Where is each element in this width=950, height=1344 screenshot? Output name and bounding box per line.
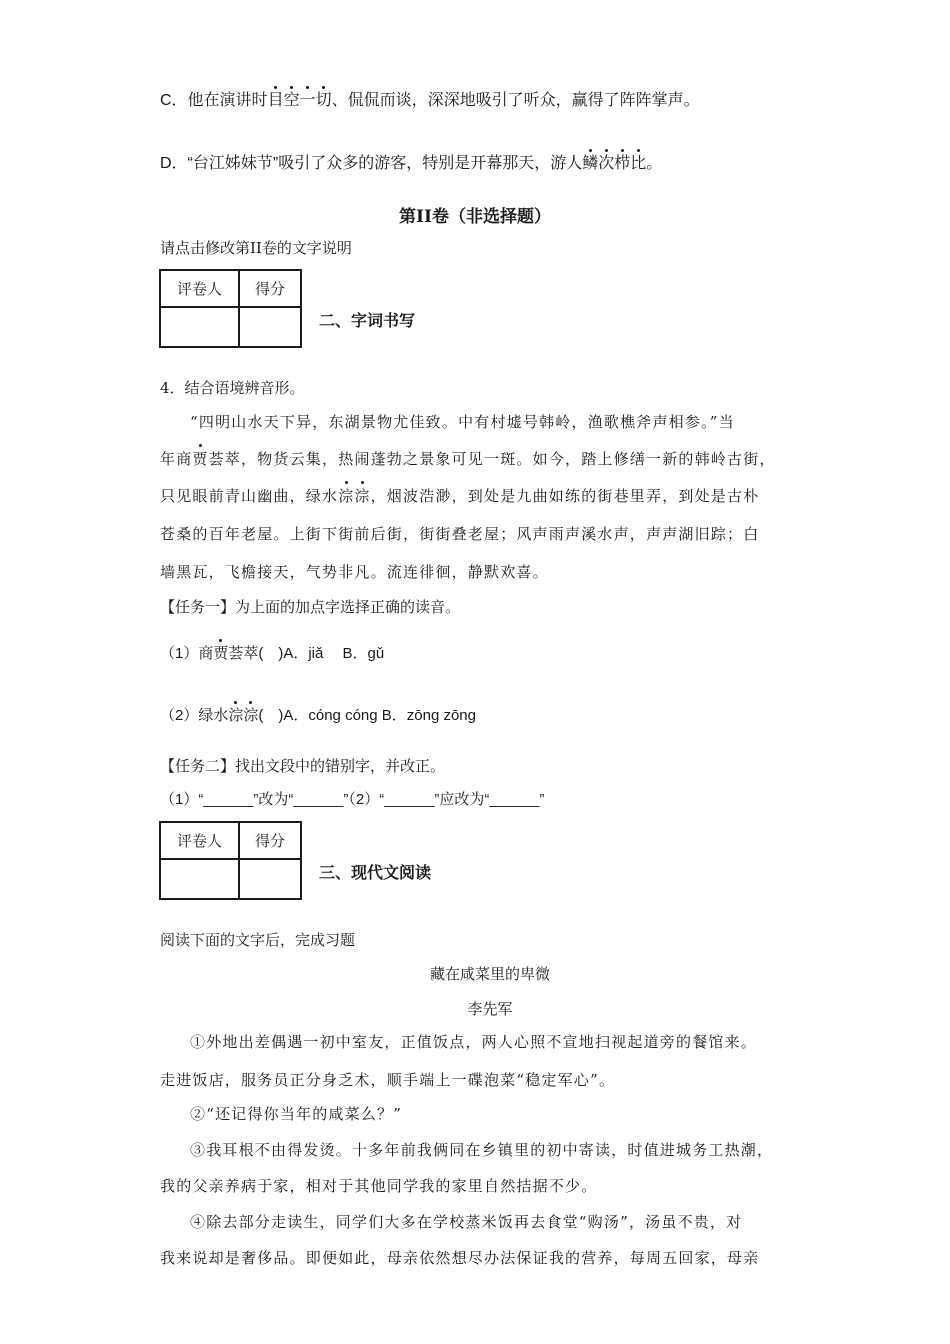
part2-title: 第II卷（非选择题） (399, 207, 551, 227)
score-table-score-cell[interactable] (239, 859, 301, 899)
dotted-char: 贾 (213, 645, 229, 662)
choice-d-post: 。 (646, 155, 663, 172)
dotted-char: 淙 (338, 487, 355, 505)
score-table-score-header: 得分 (239, 270, 301, 307)
choice-c (160, 91, 700, 111)
task2-answer-line[interactable]: （1）“______”改为“______”（2）“______”应改为“______” (160, 791, 545, 808)
dotted-char: 切 (315, 92, 332, 109)
section2-title: 二、字词书写 (319, 313, 416, 330)
dotted-char: 次 (598, 155, 615, 172)
score-table-grader-header: 评卷人 (160, 822, 239, 859)
choice-d (160, 154, 662, 174)
dotted-char: 淙 (243, 707, 259, 724)
score-table (159, 269, 302, 348)
task2: 【任务二】找出文段中的错别字，并改正。 (160, 757, 446, 775)
reading-author: 李先军 (467, 1000, 513, 1018)
passage-line: 墙黑瓦，飞檐接天，气势非凡。流连徘徊，静默欢喜。 (160, 563, 549, 581)
q4-stem: 4．结合语境辨音形。 (160, 379, 305, 397)
score-table-grader-cell[interactable] (160, 307, 239, 347)
choice-d-pre: D．“台江姊妹节”吸引了众多的游客，特别是开幕那天，游人 (160, 155, 583, 172)
reading-line: ④除去部分走读生，同学们大多在学校蒸米饭再去食堂“购汤”，汤虽不贵，对 (190, 1213, 743, 1231)
dotted-char: 淙 (354, 487, 371, 505)
reading-line: ①外地出差偶遇一初中室友，正值饭点，两人心照不宣地扫视起道旁的餐馆来。 (190, 1033, 758, 1051)
passage-line: 年商贾荟萃，物货云集，热闹蓬勃之景象可见一斑。如今，踏上修缮一新的韩岭古街， (160, 450, 776, 468)
passage-line: 只见眼前青山幽曲，绿水淙淙，烟波浩渺，到处是九曲如练的街巷里弄，到处是古朴 (160, 487, 760, 505)
part2-note: 请点击修改第II卷的文字说明 (160, 239, 352, 257)
task1: 【任务一】为上面的加点字选择正确的读音。 (160, 598, 461, 616)
score-table-score-header: 得分 (239, 822, 301, 859)
sub-question-1: （1）商贾荟萃( )A．jiǎ B．gǔ (160, 645, 385, 662)
dotted-char: 比 (630, 155, 647, 172)
dotted-char: 一 (299, 92, 316, 109)
reading-line: ③我耳根不由得发烫。十多年前我俩同在乡镇里的初中寄读，时值进城务工热潮， (190, 1141, 774, 1159)
passage-line: “四明山水天下异，东湖景物尤佳致。中有村墟号韩岭，渔歌樵斧声相参。”当 (190, 413, 735, 431)
dotted-char: 空 (283, 92, 300, 109)
score-table-score-cell[interactable] (239, 307, 301, 347)
passage-line: 苍桑的百年老屋。上街下街前后街，街街叠老屋；风声雨声溪水声，声声湖旧踪；白 (160, 525, 760, 543)
score-table-grader-cell[interactable] (160, 859, 239, 899)
reading-title: 藏在咸菜里的卑微 (429, 965, 550, 983)
reading-line: 我来说却是奢侈品。即便如此，母亲依然想尽办法保证我的营养，每周五回家，母亲 (160, 1249, 760, 1267)
score-table (159, 821, 302, 900)
reading-line: 走进饭店，服务员正分身乏术，顺手端上一碟泡菜“稳定军心”。 (160, 1071, 616, 1089)
dotted-char: 鳞 (582, 155, 599, 172)
score-table-grader-header: 评卷人 (160, 270, 239, 307)
reading-line: 我的父亲养病于家，相对于其他同学我的家里自然拮据不少。 (160, 1177, 598, 1195)
dotted-char: 贾 (192, 450, 209, 468)
choice-c-post: 、侃侃而谈，深深地吸引了听众，赢得了阵阵掌声。 (331, 92, 700, 109)
dotted-char: 淙 (228, 707, 244, 724)
choice-c-pre: C．他在演讲时 (160, 92, 268, 109)
sub-question-2: （2）绿水淙淙( )A．cóng cóng B．zōng zōng (160, 707, 476, 724)
dotted-char: 栉 (614, 155, 631, 172)
dotted-char: 目 (267, 92, 284, 109)
reading-line: ②“还记得你当年的咸菜么？” (190, 1105, 403, 1123)
section3-title: 三、现代文阅读 (319, 865, 432, 882)
reading-intro: 阅读下面的文字后，完成习题 (160, 931, 356, 949)
